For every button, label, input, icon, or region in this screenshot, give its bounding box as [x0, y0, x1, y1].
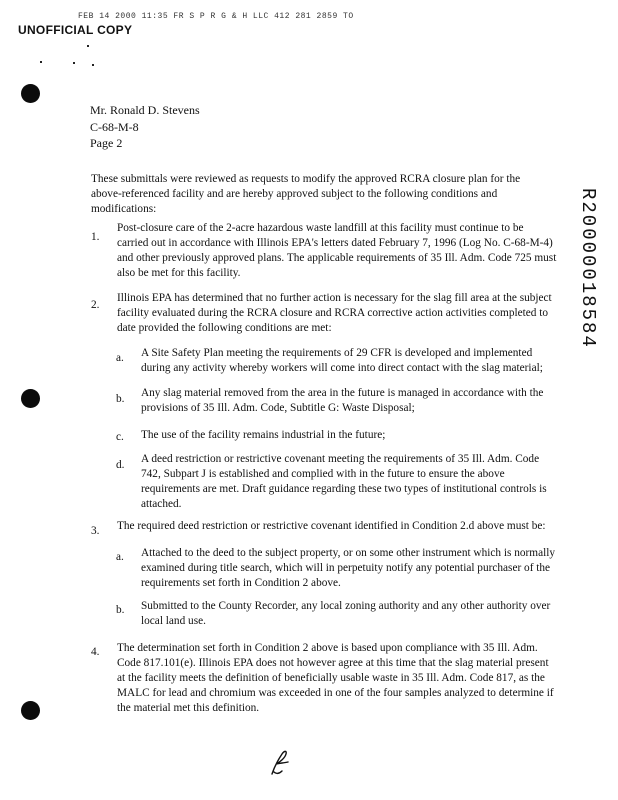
scan-speck — [73, 62, 75, 64]
subcondition-letter: b. — [116, 604, 125, 616]
condition-number: 3. — [91, 525, 100, 537]
reference-number: C-68-M-8 — [90, 120, 139, 134]
intro-paragraph: These submittals were reviewed as requests to modify the approved RCRA closure plan for the above-referenced facility and are hereby approved subject to the following conditions and modifications: — [91, 173, 521, 215]
subcondition-letter: a. — [116, 352, 124, 364]
punch-hole-middle — [21, 389, 40, 408]
condition-text: The required deed restriction or restrictive covenant identified in Condition 2.d above must be: — [117, 520, 546, 532]
condition-number: 1. — [91, 231, 100, 243]
punch-hole-bottom — [21, 701, 40, 720]
scan-speck — [92, 64, 94, 66]
condition-text: The determination set forth in Condition 2 above is based upon compliance with 35 Ill. Adm. Code 817.101(e). Illinois EPA does not however agree at this time that the slag material present at the facility meets the definition of beneficially usable waste in 35 Ill. Adm. Code 817, as the MALC for lead and chromium was exceeded in one of the four samples analyzed to determine if the material met this definition. — [117, 642, 554, 714]
addressee-name: Mr. Ronald D. Stevens — [90, 103, 200, 117]
condition-text: Illinois EPA has determined that no further action is necessary for the slag fill area at the subject facility evaluated during the RCRA closure and RCRA corrective action activities completed to date provided the following conditions are met: — [117, 292, 552, 334]
initials-signature — [266, 746, 296, 778]
condition-text: Post-closure care of the 2-acre hazardous waste landfill at this facility must continue to be carried out in accordance with Illinois EPA's letters dated February 7, 1996 (Log No. C-68-M-4) and other previously approved plans. The applicable requirements of 35 Ill. Adm. Code 725 must also be met for this facility. — [117, 222, 557, 279]
side-document-id: R20000018584 — [577, 188, 599, 349]
subcondition-letter: d. — [116, 459, 125, 471]
unofficial-copy-stamp: UNOFFICIAL COPY — [18, 23, 133, 37]
scan-speck — [87, 45, 89, 47]
fax-header: FEB 14 2000 11:35 FR S P R G & H LLC 412 281 2859 TO — [78, 12, 354, 21]
page-number: Page 2 — [90, 136, 123, 150]
subcondition-text: Submitted to the County Recorder, any local zoning authority and any other authority over local land use. — [141, 600, 551, 627]
condition-number: 4. — [91, 646, 100, 658]
subcondition-text: A Site Safety Plan meeting the requirements of 29 CFR is developed and implemented during any activity whereby workers will come into direct contact with the slag material; — [141, 347, 543, 374]
subcondition-text: Attached to the deed to the subject property, or on some other instrument which is normally examined during title search, which will in perpetuity notify any potential purchaser of the requirements set forth in Condition 2 above. — [141, 547, 556, 589]
subcondition-letter: c. — [116, 431, 124, 443]
scan-speck — [40, 61, 42, 63]
subcondition-letter: b. — [116, 393, 125, 405]
condition-number: 2. — [91, 299, 100, 311]
subcondition-text: A deed restriction or restrictive covenant meeting the requirements of 35 Ill. Adm. Code 742, Subpart J is established and complied with in the future to ensure the above requirements are met. Draft guidance regarding these two types of institutional controls is attached. — [141, 453, 547, 510]
subcondition-text: Any slag material removed from the area in the future is managed in accordance with the provisions of 35 Ill. Adm. Code, Subtitle G: Waste Disposal; — [141, 387, 544, 414]
subcondition-text: The use of the facility remains industrial in the future; — [141, 429, 386, 441]
punch-hole-top — [21, 84, 40, 103]
subcondition-letter: a. — [116, 551, 124, 563]
